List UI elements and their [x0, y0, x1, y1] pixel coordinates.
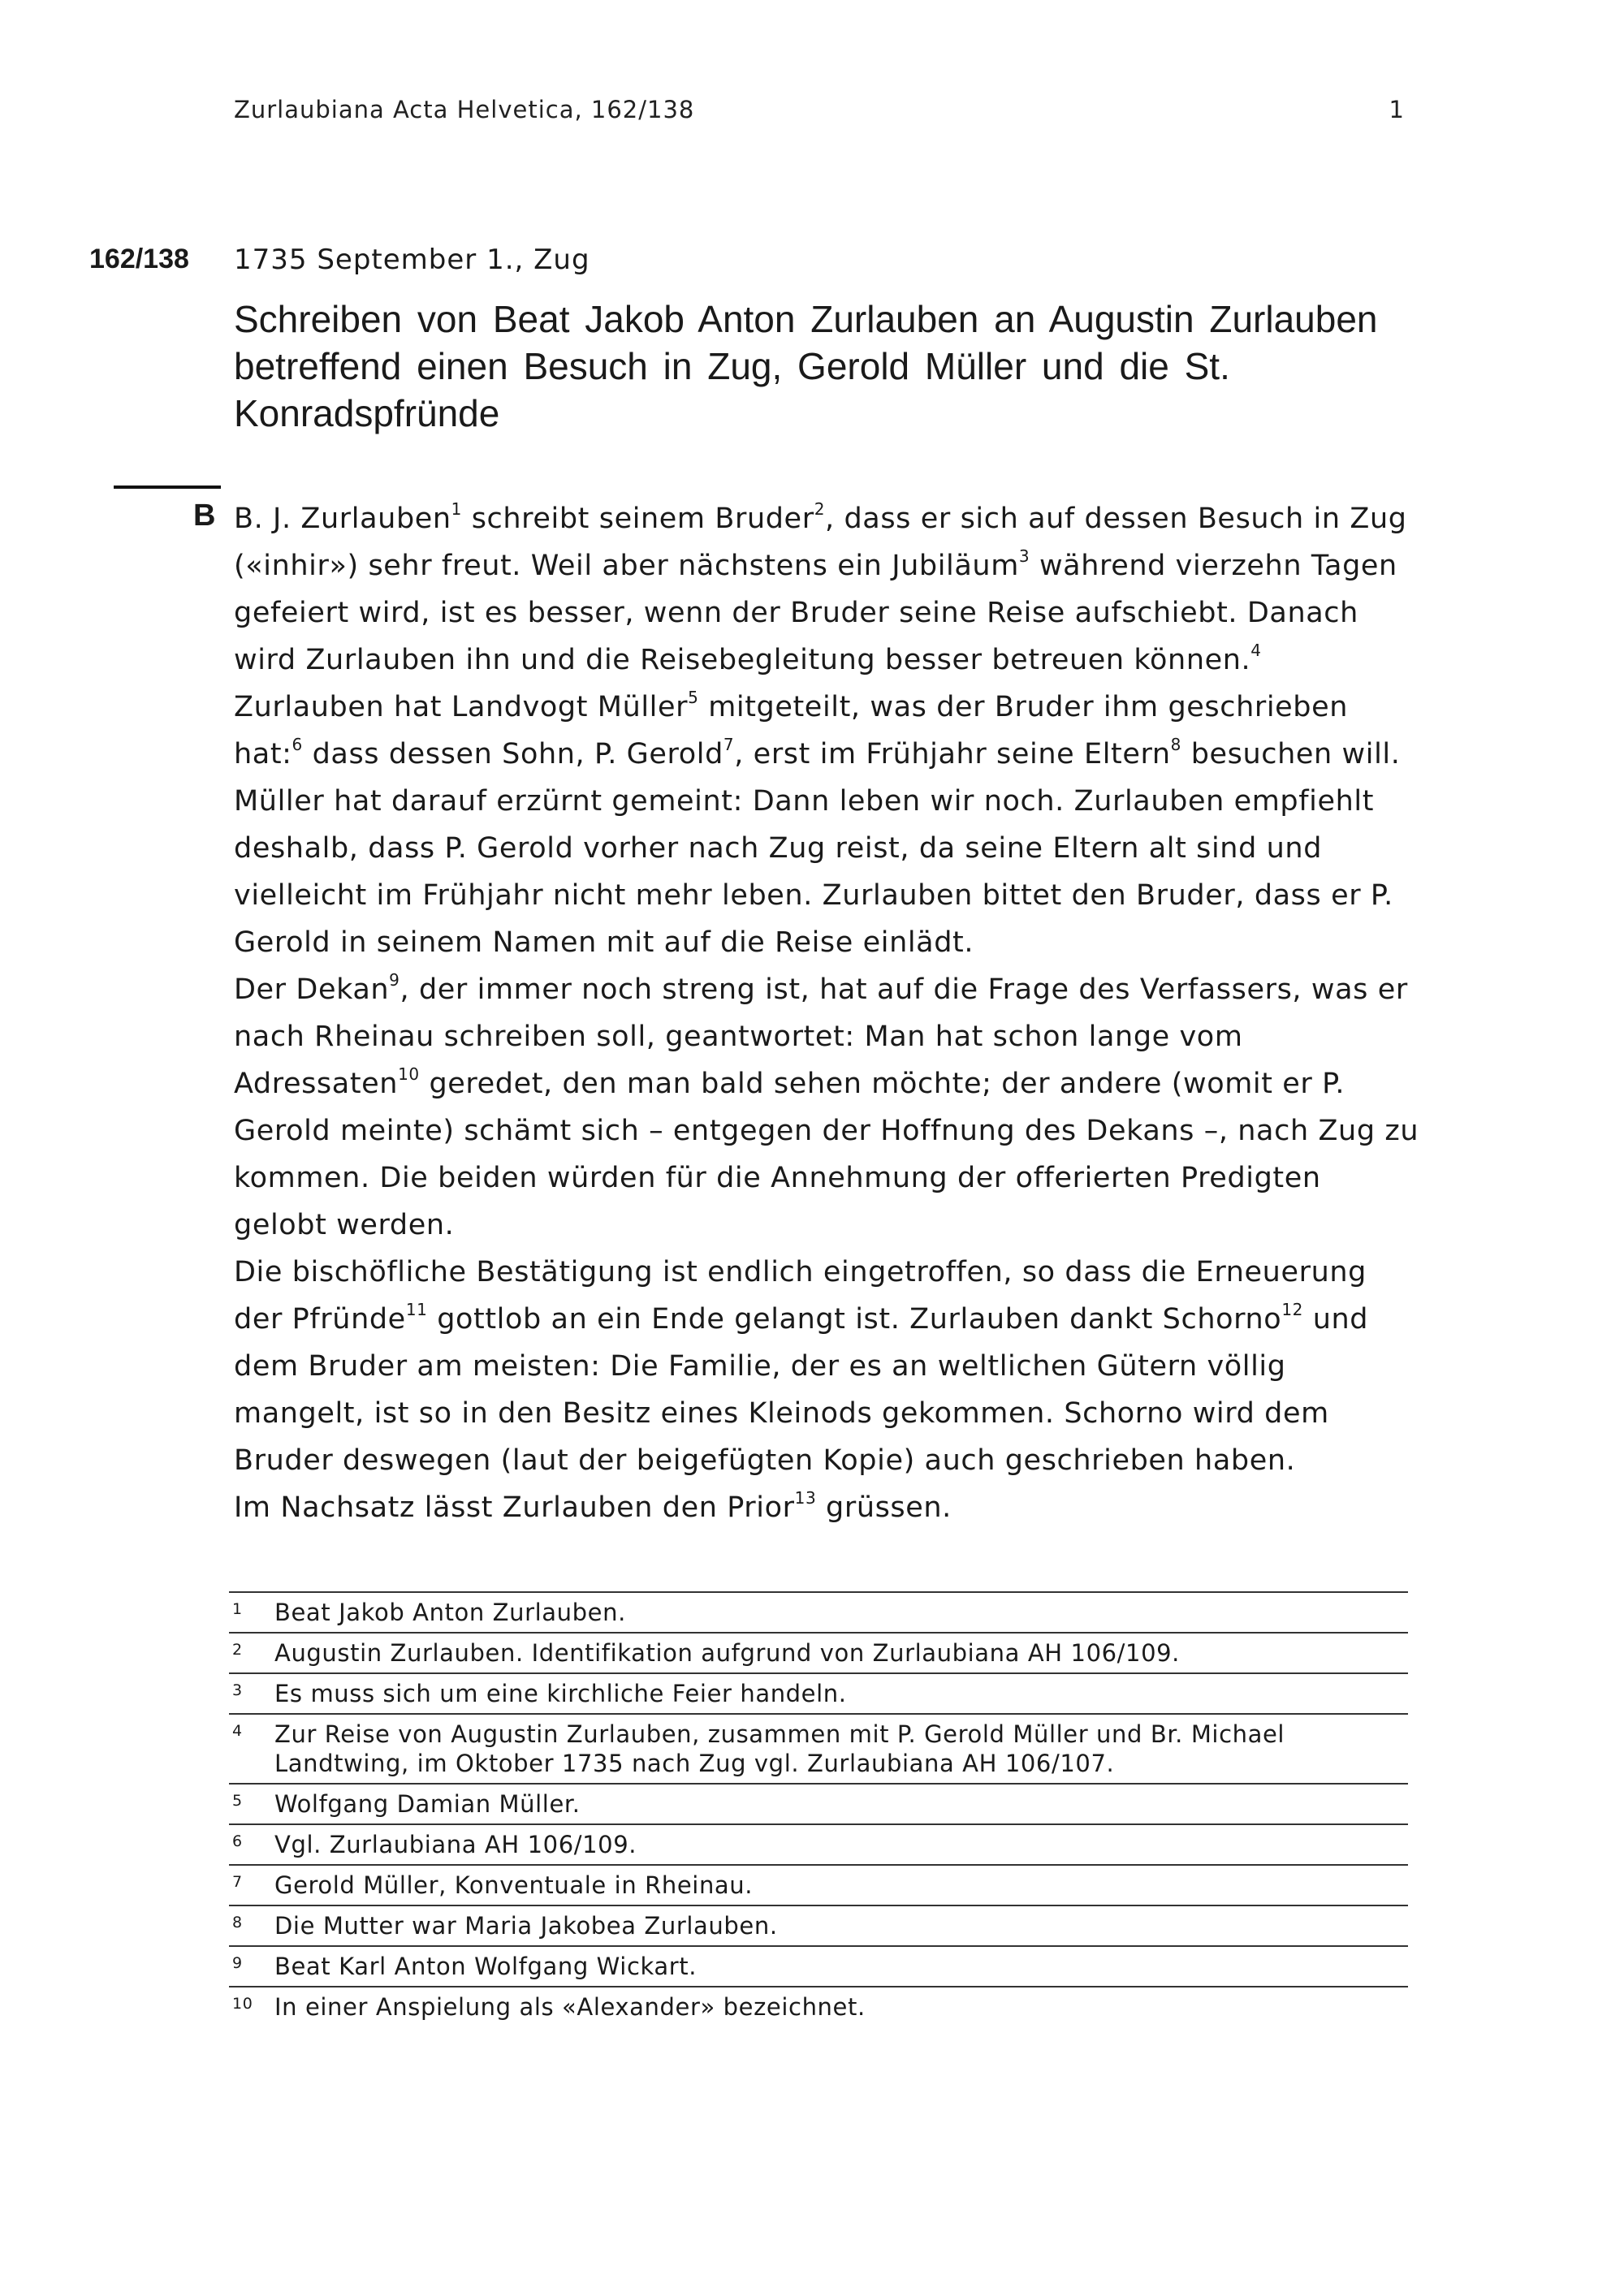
footnote-text: Die Mutter war Maria Jakobea Zurlauben. — [274, 1912, 778, 1940]
section-rule — [114, 486, 221, 489]
footnote-text: Beat Jakob Anton Zurlauben. — [274, 1599, 626, 1626]
body-text-segment: , erst im Frühjahr seine Eltern — [734, 738, 1171, 770]
footnote-number: 10 — [232, 1995, 253, 2013]
body-text-segment: grüssen. — [816, 1491, 952, 1524]
footnote-item — [229, 1672, 1408, 1713]
footnote-item — [229, 1591, 1408, 1632]
footnote-marker[interactable]: 8 — [1170, 735, 1181, 754]
footnote-marker[interactable]: 10 — [398, 1064, 420, 1084]
running-title: Zurlaubiana Acta Helvetica, 162/138 — [234, 96, 695, 123]
footnote-number: 5 — [232, 1792, 243, 1810]
body-text-segment: Die bischöfliche Bestätigung ist endlich eingetroffen, so dass die Erneuerung der Pfründe — [234, 1256, 1367, 1336]
footnote-item — [229, 1783, 1408, 1823]
footnote-item — [229, 1945, 1408, 1986]
body-paragraph — [234, 966, 1419, 1249]
footnote-text: Gerold Müller, Konventuale in Rheinau. — [274, 1871, 754, 1899]
body-text-segment: geredet, den man bald sehen möchte; der andere (womit er P. Gerold meinte) schämt sich – entgegen der Hoffnung des Dekans –, nach Zug zu kommen. Die beiden würden für die Annehmung der offerierten Predigten gelobt werden. — [234, 1068, 1419, 1241]
footnote-marker[interactable]: 1 — [451, 499, 462, 519]
footnote-text: Beat Karl Anton Wolfgang Wickart. — [274, 1953, 698, 1980]
footnote-text: Zur Reise von Augustin Zurlauben, zusammen mit P. Gerold Müller und Br. Michael Landtwing, im Oktober 1735 nach Zug vgl. Zurlaubiana AH 106/107. — [274, 1720, 1285, 1777]
footnote-number: 4 — [232, 1722, 243, 1740]
body-text-segment: und dem Bruder am meisten: Die Familie, der es an weltlichen Gütern völlig mangelt, ist so in den Besitz eines Kleinods gekommen. Schorno wird dem Bruder deswegen (laut der beigefügten Kopie) auch geschrieben haben. — [234, 1303, 1369, 1477]
footnote-marker[interactable]: 3 — [1018, 546, 1030, 566]
footnote-item — [229, 1713, 1408, 1783]
document-title: Schreiben von Beat Jakob Anton Zurlauben an Augustin Zurlauben betreffend einen Besuch in Zug, Gerold Müller und die St. Konradspfründe — [234, 298, 1378, 434]
footnote-text: Wolfgang Damian Müller. — [274, 1790, 581, 1818]
body-text-segment: mitgeteilt, was der Bruder ihm geschrieben hat: — [234, 691, 1349, 770]
footnote-text: Augustin Zurlauben. Identifikation aufgrund von Zurlaubiana AH 106/109. — [274, 1639, 1181, 1667]
footnote-item — [229, 1823, 1408, 1864]
footnote-number: 2 — [232, 1641, 243, 1659]
footnote-number: 9 — [232, 1954, 243, 1972]
footnotes — [229, 1591, 1408, 2026]
footnote-marker[interactable]: 9 — [389, 970, 400, 990]
body-text-segment: besuchen will. Müller hat darauf erzürnt gemeint: Dann leben wir noch. Zurlauben empfiehlt deshalb, dass P. Gerold vorher nach Zug reist, da seine Eltern alt sind und vielleicht im Frühjahr nicht mehr leben. Zurlauben bittet den Bruder, dass er P. Gerold in seinem Namen mit auf die Reise einlädt. — [234, 738, 1401, 959]
body-text-segment: Der Dekan — [234, 973, 390, 1006]
body-text-segment: schreibt seinem Bruder — [462, 503, 814, 535]
body-paragraph — [234, 1249, 1419, 1484]
footnote-marker[interactable]: 13 — [794, 1488, 817, 1508]
body-text-segment: Zurlauben hat Landvogt Müller — [234, 691, 689, 723]
footnote-marker[interactable]: 2 — [814, 499, 826, 519]
footnote-item — [229, 1986, 1408, 2026]
footnote-marker[interactable]: 6 — [292, 735, 303, 754]
regest-body — [234, 495, 1419, 1531]
page-number: 1 — [1389, 96, 1405, 123]
body-paragraph — [234, 1484, 1419, 1531]
footnote-marker[interactable]: 5 — [688, 688, 699, 707]
body-text-segment: , dass er sich auf dessen Besuch in Zug («inhir») sehr freut. Weil aber nächstens ein Jubiläum — [234, 503, 1407, 582]
footnote-number: 3 — [232, 1681, 243, 1699]
body-text-segment: während vierzehn Tagen gefeiert wird, ist es besser, wenn der Bruder seine Reise aufschiebt. Danach wird Zurlauben ihn und die Reisebegleitung besser betreuen können. — [234, 550, 1397, 676]
body-text-segment: dass dessen Sohn, P. Gerold — [302, 738, 723, 770]
footnote-text: Es muss sich um eine kirchliche Feier handeln. — [274, 1680, 847, 1707]
document-date-place: 1735 September 1., Zug — [234, 244, 590, 276]
footnote-number: 6 — [232, 1832, 243, 1850]
footnote-number: 7 — [232, 1873, 243, 1891]
running-header — [234, 96, 1405, 123]
footnote-item — [229, 1632, 1408, 1672]
body-text-segment: gottlob an ein Ende gelangt ist. Zurlauben dankt Schorno — [427, 1303, 1282, 1336]
body-paragraph — [234, 495, 1419, 966]
footnote-item — [229, 1905, 1408, 1945]
footnote-marker[interactable]: 4 — [1250, 641, 1262, 660]
footnote-number: 8 — [232, 1914, 243, 1931]
footnote-marker[interactable]: 12 — [1281, 1300, 1303, 1319]
document-id: 162/138 — [89, 244, 189, 274]
footnote-text: Vgl. Zurlaubiana AH 106/109. — [274, 1831, 637, 1858]
body-text-segment: Im Nachsatz lässt Zurlauben den Prior — [234, 1491, 795, 1524]
body-text-segment: , der immer noch streng ist, hat auf die Frage des Verfassers, was er nach Rheinau schreiben soll, geantwortet: Man hat schon lange vom Adressaten — [234, 973, 1408, 1100]
section-letter: B — [193, 498, 216, 533]
footnote-item — [229, 1864, 1408, 1905]
footnote-number: 1 — [232, 1600, 243, 1618]
body-text-segment: B. J. Zurlauben — [234, 503, 451, 535]
footnote-marker[interactable]: 11 — [405, 1300, 428, 1319]
footnote-text: In einer Anspielung als «Alexander» bezeichnet. — [274, 1993, 866, 2021]
footnote-marker[interactable]: 7 — [723, 735, 735, 754]
